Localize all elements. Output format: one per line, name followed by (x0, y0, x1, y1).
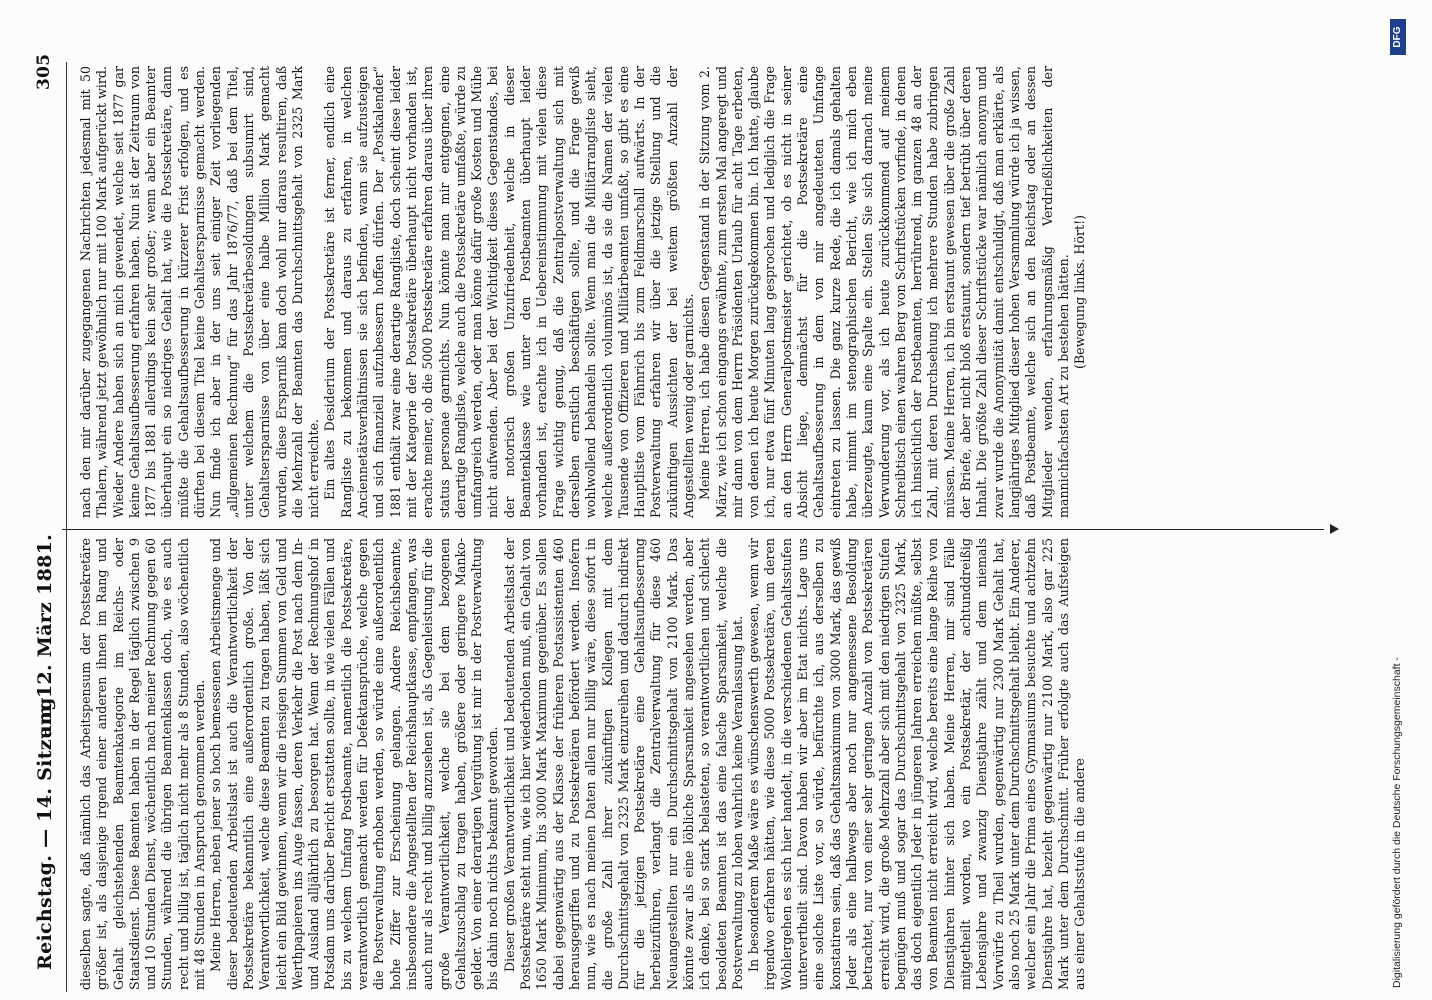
page-header (30, 53, 64, 970)
left-column (78, 538, 1323, 990)
header-rule (66, 62, 67, 992)
paragraph: In besonderem Maße wäre es wünschenswerth gewesen, wenn wir irgendwo erfahren hätten, wie diese 5000 Postsekretäre, um deren Wohlergehen es sich hier handelt, in die verschiedenen Gehaltsstufen untervertheilt sind. Davon haben wir aber im Etat nichts. Lage uns eine solche Liste vor, so würde, befürchte ich, aus derselben zu konstatiren sein, daß das Gehaltsmaximum von 3000 Mark, das gewiß Jeder als eine halbwegs aber noch nur angemessene Besoldung betrachtet, nur von einer sehr geringen Anzahl von Postsekretären erreicht wird, die große Mehrzahl aber sich mit den niedrigen Stufen begnügen muß und sogar das Durchschnittsgehalt von 2325 Mark, das doch eigentlich Jeder in jüngeren Jahren erreichen müßte, selbst von Beamten nicht erreicht wird, welche bereits eine lange Reihe von Dienstjahren hinter sich haben. Meine Herren, mir sind Fälle mitgetheilt worden, wo ein Postsekretär, der achtunddreißig Lebensjahre und zwanzig Dienstjahre zählt und dem niemals Vorwürfe zu Theil wurden, gegenwärtig nur 2300 Mark Gehalt hat, also noch 25 Mark unter dem Durchschnittsgehalt bleibt. Ein Anderer, welcher ein Jahr die Prima eines Gymnasiums besuchte und achtzehn Dienstjahre hat, bezieht gegenwärtig nur 2100 Mark, also gar 225 Mark unter dem Durchschnitt. Früher erfolgte auch das Aufsteigen aus einer Gehaltsstufe in die andere (746, 538, 1088, 990)
paragraph: nach den mir darüber zugegangenen Nachrichten jedesmal mit 50 Thalern, während jetzt gewöhnlich nur mit 100 Mark aufgerückt wird. Wieder Andere haben sich an mich gewendet, welche seit 1877 gar keine Gehaltsaufbesserung erfahren haben. Nun ist der Zeitraum von 1877 bis 1881 allerdings kein sehr großer; wenn aber ein Beamter überhaupt ein so niedriges Gehalt hat, wie die Postsekretäre, dann müßte die Gehaltsaufbesserung in kürzerer Frist erfolgen, und es dürften bei diesem Titel keine Gehaltsersparnisse gemacht werden. Nun finde ich aber in der uns seit einiger Zeit vorliegenden „allgemeinen Rechnung“ für das Jahr 1876/77, daß bei dem Titel, unter welchem die Postsekretärbesoldungen subsumirt sind, Gehaltsersparnisse von über eine halbe Million Mark gemacht wurden, diese Ersparniß kam doch wohl nur daraus resultiren, daß die Mehrzahl der Beamten das Durchschnittsgehalt von 2325 Mark nicht erreichte. (78, 66, 322, 518)
digitization-credit (1388, 0, 1412, 1000)
page-number: 305 (34, 53, 54, 90)
right-column (78, 66, 1238, 518)
paragraph: Dieser großen Verantwortlichkeit und bedeutenden Arbeitslast der Postsekretäre steht nun, wie ich hier wiederholen muß, ein Gehalt von 1650 Mark Minimum, bis 3000 Mark Maximum gegenüber. Es sollen dabei gegenwärtig aus der Klasse der früheren Postassistenten 460 herausgegriffen und zu Postsekretären befördert werden. Insofern nun, wie es nach meinen Daten allen nur billig wäre, diese sofort in die große Zahl ihrer zukünftigen Kollegen mit dem Durchschnittsgehalt von 2325 Mark einzureihen und dadurch indirekt für die jetzigen Postsekretäre eine Gehaltsaufbesserung herbeizuführen, verlangt die Zentralverwaltung für diese 460 Neuangestellten nur ein Durchschnittsgehalt von 2100 Mark. Das könnte zwar als eine löbliche Sparsamkeit angesehen werden, aber ich denke, bei so stark belasteten, so verantwortlichen und schlecht besoldeten Beamten ist das eine falsche Sparsamkeit, welche die Postverwaltung zu loben wahrlich keine Veranlassung hat. (501, 538, 745, 990)
interjection: (Bewegung links. Hört!) (1072, 214, 1088, 370)
header-date: am 12. März 1881. (34, 533, 56, 738)
paragraph: Meine Herren, ich habe diesen Gegenstand in der Sitzung vom 2. März, wie ich schon eingangs erwähnte, zum ersten Mal angeregt und mir dann von dem Herrn Präsidenten Urlaub für acht Tage erbeten, von denen ich heute Morgen zurückgekommen bin. Ich hatte, glaube ich, nur etwa fünf Minuten lang gesprochen und lediglich die Frage an den Herrn Generalpostmeister gerichtet, ob es nicht in seiner Absicht liege, demnächst für die Postsekretäre eine Gehaltsaufbesserung in dem von mir angedeuteten Umfange eintreten zu lassen. Die ganz kurze Rede, die ich damals gehalten habe, nimmt im stenographischen Bericht, wie ich mich eben überzeugte, kaum eine Spalte ein. Stellen Sie sich darnach meine Verwunderung vor, als ich heute zurückkommend auf meinem Schreibtisch einen wahren Berg von Schriftstücken vorfinde, in denen ich hinsichtlich der Postbeamten, herrührend, im ganzen 48 an der Zahl, mit deren Durchsehung ich mehrere Stunden habe zubringen müssen. Meine Herren, ich bin erstaunt gewesen über die große Zahl der Briefe, aber nicht bloß erstaunt, sondern tief betrübt über deren Inhalt. Die größte Zahl dieser Schriftstücke war nämlich anonym und zwar wurde die Anonymität damit entschuldigt, daß man erklärte, als langjähriges Mitglied dieser hohen Versammlung würde ich ja wissen, daß Postbeamte, welche sich an den Reichstag oder an dessen Mitglieder wenden, erfahrungsmäßig Verdrießlichkeiten der mannichfachsten Art zu bestehen hätten. (697, 66, 1071, 518)
paragraph: dieselben sagte, daß nämlich das Arbeitspensum der Postsekretäre größer ist, als dasjenige irgend einer anderen ihnen im Rang und Gehalt gleichstehenden Beamtenkategorie im Reichs- oder Staatsdienst. Diese Beamten haben in der Regel täglich zwischen 9 und 10 Stunden Dienst, wöchentlich nach meiner Rechnung gegen 60 Stunden, während die übrigen Beamtenklassen doch, wie es auch recht und billig ist, täglich nicht mehr als 8 Stunden, also wöchentlich mit 48 Stunden in Anspruch genommen werden. (78, 538, 208, 990)
column-divider (62, 529, 1324, 530)
header-title: Reichstag. — 14. Sitzung (34, 697, 56, 970)
dfg-logo: DFG (1390, 19, 1406, 55)
paragraph: Ein altes Desiderium der Postsekretäre ist ferner, endlich eine Rangliste zu bekommen und daraus zu erfahren, in welchen Anciennetätsverhältnissen sie sich befinden, wann sie aufzusteigen und sich finanziell aufzubessern hoffen dürfen. Der „Postkalender“ 1881 enthält zwar eine derartige Rangliste, doch scheint diese leider mit der Kategorie der Postsekretäre überhaupt nicht vorhanden ist, erachte meiner, ob die 5000 Postsekretäre erfahren daraus über ihren status personae garnichts. Nun könnte man mir entgegnen, eine derartige Rangliste, welche auch die Postsekretäre umfaßte, würde zu umfangreich werden, oder man könne dafür große Kosten und Mühe nicht aufwenden. Aber bei der Wichtigkeit dieses Gegenstandes, bei der notorisch großen Unzufriedenheit, welche in dieser Beamtenklasse wie unter den Postbeamten überhaupt leider vorhanden ist, erachte ich in Uebereinstimmung mit vielen diese Frage wichtig genug, daß die Zentralpostverwaltung sich mit derselben ernstlich beschäftigen sollte, und die Frage gewiß wohlwollend behandeln sollte. Wenn man die Militärrangliste sieht, welche außerordentlich voluminös ist, da sie die Namen der vielen Tausende von Offizieren und Militärbeamten umfaßt, so gibt es eine Hauptliste vom Fähnrich bis zum Feldmarschall aufwärts. In der Postverwaltung erfahren wir über die jetzige Stellung und die zukünftigen Aussichten der bei weitem größten Anzahl der Angestellten wenig oder garnichts. (322, 66, 696, 518)
divider-end-mark (1330, 524, 1339, 534)
paragraph: Meine Herren, neben jener so hoch bemessenen Arbeitsmenge und dieser bedeutenden Arbeitslast ist auch die Verantwortlichkeit der Postsekretäre bekanntlich eine außerordentlich große. Von der Verantwortlichkeit, welche diese Beamten zu tragen haben, läßt sich leicht ein Bild gewinnen, wenn wir die riesigen Summen von Geld und Werthpapieren ins Auge fassen, deren Verkehr die Post nach dem In- und Ausland alljährlich zu besorgen hat. Wenn der Rechnungshof in Potsdam uns darüber Bericht erstatten sollte, in wie vielen Fällen und bis zu welchem Umfang Postbeamte, namentlich die Postsekretäre, verantwortlich gemacht werden für Defektansprüche, welche gegen die Postverwaltung erhoben werden, so würde eine außerordentlich hohe Ziffer zur Erscheinung gelangen. Andere Reichsbeamte, insbesondere die Angestellten der Reichshauptkasse, empfangen, was auch nur als recht und billig anzusehen ist, als Gegenleistung für die große Verantwortlichkeit, welche sie bei dem bezogenen Gehaltszuschlag zu tragen haben, größere oder geringere Manko-gelder. Von einer derartigen Vergütung ist mir in der Postverwaltung bis dahin noch nichts bekannt geworden. (208, 538, 501, 990)
credit-text: Digitalisierung gefördert durch die Deutsche Forschungsgemeinschaft - (1391, 657, 1403, 988)
